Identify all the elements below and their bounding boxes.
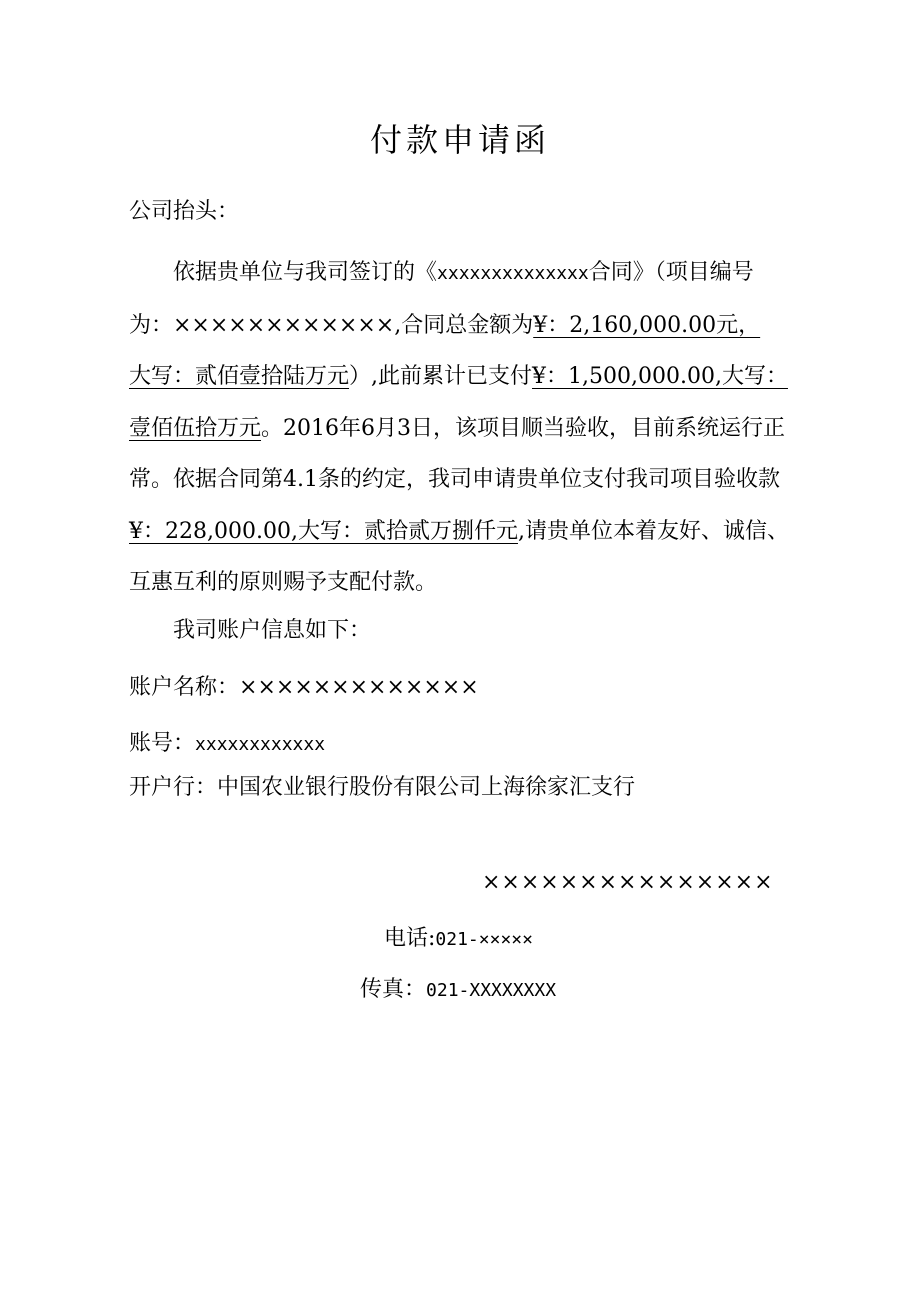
body-line-6: [129, 506, 809, 558]
page-title: 付款申请函: [369, 121, 550, 159]
bank-value: 中国农业银行股份有限公司上海徐家汇支行: [217, 775, 636, 800]
account-name-label: 账户名称：: [129, 675, 240, 700]
body-text: 依据贵单位与我司签订的《: [173, 260, 438, 285]
bank-row: [129, 771, 635, 805]
body-line-2: [129, 300, 809, 352]
account-number-row: [129, 727, 325, 762]
body-text: 为：××××××××××××,合同总金额为: [129, 312, 534, 338]
paid-amount: ¥：1,500,000.00,大写：: [532, 364, 788, 389]
contract-total-amount-words: 大写：贰佰壹拾陆万元: [129, 364, 350, 389]
paid-amount-words: 壹佰伍拾万元: [129, 415, 262, 441]
bank-label: 开户行：: [129, 775, 218, 800]
account-name-value: ×××××××××××××: [239, 675, 479, 700]
body-line-3: [129, 351, 809, 403]
requested-amount: ¥：228,000.00,大写：贰拾贰万捌仟元: [129, 518, 518, 544]
body-text: ）,此前累计已支付: [349, 364, 533, 389]
body-line-7: 互惠互利的原则赐予支配付款。: [129, 570, 438, 595]
fax-label: 传真：: [360, 977, 427, 1002]
phone-row: [384, 922, 533, 957]
signature-company: ×××××××××××××××: [482, 870, 774, 895]
account-number-label: 账号：: [129, 731, 196, 756]
body-line-4: [129, 403, 809, 455]
account-intro: 我司账户信息如下：: [173, 618, 372, 643]
account-name-row: [129, 671, 479, 705]
letter-body: [129, 247, 809, 609]
contract-total-amount: ¥：2,160,000.00元，: [533, 312, 761, 338]
body-line-1: [129, 247, 809, 300]
phone-label: 电话:: [384, 926, 436, 951]
fax-row: [360, 973, 556, 1008]
account-number-value: xxxxxxxxxxxx: [195, 734, 326, 755]
body-text: ,请贵单位本着友好、诚信、: [517, 518, 789, 544]
body-text: 合同》（项目编号: [588, 260, 754, 285]
phone-value: 021-×××××: [435, 929, 533, 950]
fax-value: 021-XXXXXXXX: [426, 980, 557, 1001]
contract-name: xxxxxxxxxxxxxx: [437, 263, 589, 284]
body-line-5: 常。依据合同第4.1条的约定，我司申请贵单位支付我司项目验收款: [129, 467, 780, 492]
salutation: 公司抬头：: [129, 199, 240, 224]
body-text: 。2016年6月3日，该项目顺当验收，目前系统运行正: [261, 415, 785, 441]
